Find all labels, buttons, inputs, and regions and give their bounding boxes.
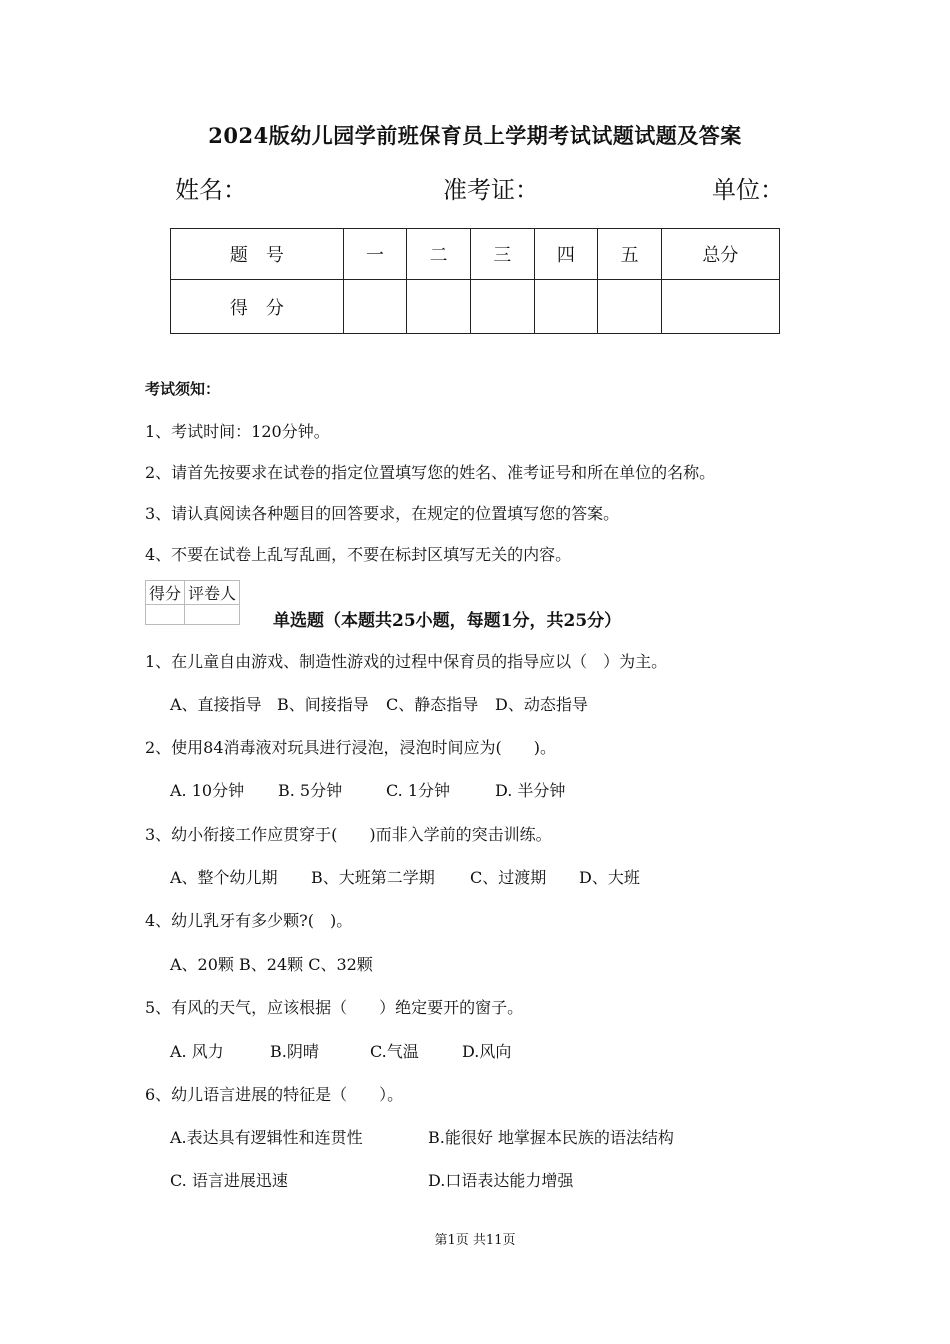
option: D、动态指导	[495, 695, 588, 714]
option: D、大班	[579, 868, 640, 887]
option: B、间接指导	[277, 695, 369, 714]
question-text: 4、幼儿乳牙有多少颗?( )。	[145, 911, 353, 930]
score-header-cell: 二	[407, 229, 471, 280]
score-table	[170, 228, 780, 334]
option: C. 1分钟	[386, 781, 451, 800]
score-header-cell: 四	[534, 229, 598, 280]
question-text: 1、在儿童自由游戏、制造性游戏的过程中保育员的指导应以（ ）为主。	[145, 652, 668, 671]
score-header-cell: 一	[343, 229, 407, 280]
name-label: 姓名：	[175, 176, 247, 204]
score-header-cell: 三	[470, 229, 534, 280]
option: C.气温	[370, 1042, 419, 1061]
notice-item: 1、考试时间：120分钟。	[145, 422, 330, 441]
option: B. 5分钟	[278, 781, 343, 800]
option: A. 10分钟	[170, 781, 245, 800]
option: A、直接指导	[170, 695, 262, 714]
score-table-header-row	[171, 229, 780, 280]
option: C、静态指导	[386, 695, 479, 714]
option: D.口语表达能力增强	[428, 1171, 574, 1190]
score-cell[interactable]	[470, 280, 534, 334]
grader-box	[145, 580, 240, 625]
page-footer: 第1页 共11页	[434, 1233, 516, 1248]
unit-label: 单位：	[712, 176, 784, 204]
question-text: 3、幼小衔接工作应贯穿于( )而非入学前的突击训练。	[145, 825, 552, 844]
notice-item: 3、请认真阅读各种题目的回答要求，在规定的位置填写您的答案。	[145, 504, 620, 523]
option: B.能很好 地掌握本民族的语法结构	[428, 1128, 674, 1147]
score-row-label: 得 分	[171, 280, 344, 334]
grader-reviewer-label: 评卷人	[185, 581, 240, 605]
grader-score-label: 得分	[146, 581, 185, 605]
score-header-cell: 总分	[661, 229, 779, 280]
page-title: 2024版幼儿园学前班保育员上学期考试试题试题及答案	[208, 123, 742, 148]
score-cell[interactable]	[534, 280, 598, 334]
score-header-cell: 题 号	[171, 229, 344, 280]
option: A. 风力	[170, 1042, 224, 1061]
grader-reviewer-cell[interactable]	[185, 605, 240, 625]
question-text: 5、有风的天气，应该根据（ ）绝定要开的窗子。	[145, 998, 524, 1017]
score-cell[interactable]	[343, 280, 407, 334]
notice-item: 4、不要在试卷上乱写乱画，不要在标封区填写无关的内容。	[145, 545, 572, 564]
option: A.表达具有逻辑性和连贯性	[170, 1128, 363, 1147]
option: A、20颗 B、24颗 C、32颗	[170, 955, 373, 974]
notice-heading: 考试须知：	[145, 380, 221, 398]
option: A、整个幼儿期	[170, 868, 278, 887]
option: D. 半分钟	[495, 781, 566, 800]
exam-id-label: 准考证：	[443, 176, 539, 204]
option: B.阴晴	[270, 1042, 319, 1061]
score-table-score-row	[171, 280, 780, 334]
grader-score-cell[interactable]	[146, 605, 185, 625]
option: B、大班第二学期	[311, 868, 435, 887]
option: D.风向	[462, 1042, 512, 1061]
score-cell[interactable]	[598, 280, 662, 334]
option: C. 语言进展迅速	[170, 1171, 288, 1190]
section-title: 单选题（本题共25小题，每题1分，共25分）	[273, 611, 622, 631]
question-text: 6、幼儿语言进展的特征是（ ）。	[145, 1085, 404, 1104]
score-cell[interactable]	[661, 280, 779, 334]
notice-item: 2、请首先按要求在试卷的指定位置填写您的姓名、准考证号和所在单位的名称。	[145, 463, 716, 482]
score-cell[interactable]	[407, 280, 471, 334]
score-header-cell: 五	[598, 229, 662, 280]
question-text: 2、使用84消毒液对玩具进行浸泡，浸泡时间应为( )。	[145, 738, 557, 757]
option: C、过渡期	[470, 868, 547, 887]
